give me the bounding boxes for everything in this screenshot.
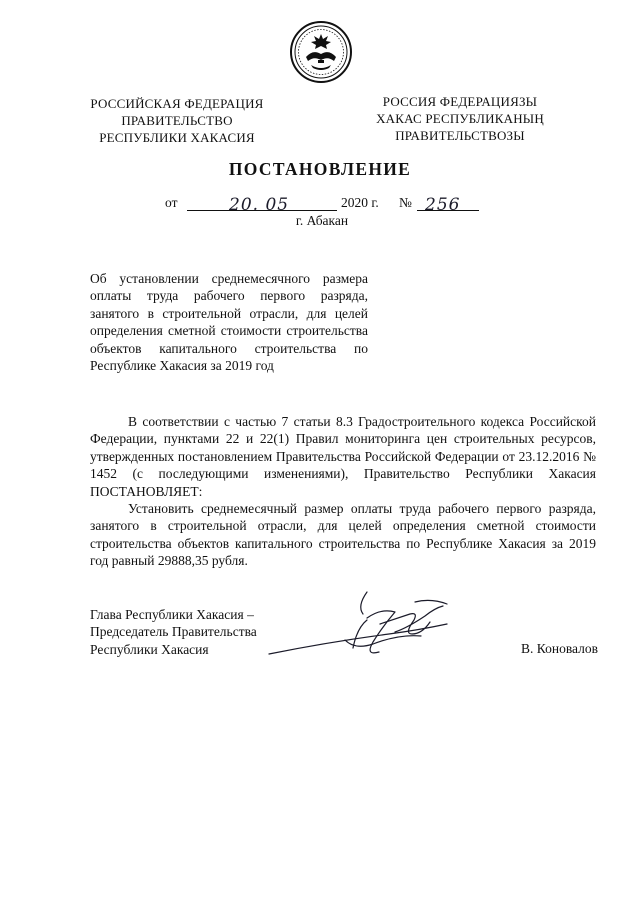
document-title: ПОСТАНОВЛЕНИЕ <box>228 159 412 179</box>
issuer-line-3: РЕСПУБЛИКИ ХАКАСИЯ <box>99 130 255 145</box>
handwritten-signature-icon <box>255 588 465 673</box>
date-number-line <box>165 195 485 215</box>
signatory-line-1: Глава Республики Хакасия – <box>90 607 254 622</box>
document-subject: Об установлении среднемесячного размера оплаты труда рабочего первого разряда, занятого в строительной отрасли, для целей определения сметной стоимости строительства объектов капитального строительства по Республике Хакасия за 2019 год <box>90 271 368 374</box>
year-label: 2020 г. <box>341 195 379 210</box>
signatory-line-2: Председатель Правительства <box>90 624 257 640</box>
issuer-khakas-line-3: ПРАВИТЕЛЬСТВОЗЫ <box>395 128 525 143</box>
issuer-line-1: РОССИЙСКАЯ ФЕДЕРАЦИЯ <box>90 96 264 111</box>
signatory-name: В. Коновалов <box>521 641 598 656</box>
number-underline <box>417 195 479 215</box>
handwritten-date: 20. 05 <box>229 195 290 215</box>
issuer-khakas-line-1: РОССИЯ ФЕДЕРАЦИЯЗЫ <box>382 94 538 109</box>
document-body <box>90 413 596 570</box>
number-sign: № <box>399 195 412 210</box>
issuer-line-2: ПРАВИТЕЛЬСТВО <box>121 113 233 128</box>
body-paragraph-1: В соответствии с частью 7 статьи 8.3 Градостроительного кодекса Российской Федерации, пунктами 22 и 22(1) Правил мониторинга цен строительных ресурсов, утвержденных постановлением Правительства Российской Федерации от 23.12.2016 № 1452 (с последующими изменениями), Правительство Республики Хакасия ПОСТАНОВЛЯЕТ: <box>90 414 596 499</box>
issuer-header-russian <box>82 95 272 146</box>
issuer-khakas-line-2: ХАКАС РЕСПУБЛИКАНЫҢ <box>376 111 544 126</box>
body-paragraph-2: Установить среднемесячный размер оплаты труда рабочего первого разряда, занятого в строительной отрасли, для целей определения сметной стоимости строительства объектов капитального строительства по Республике Хакасия за 2019 год равный 29888,35 рубля. <box>90 501 596 569</box>
coat-of-arms-icon <box>289 20 353 84</box>
signatory-line-3: Республики Хакасия <box>90 641 209 657</box>
date-prefix: от <box>165 195 178 210</box>
date-underline <box>187 195 337 215</box>
issuer-header-khakas <box>360 93 560 144</box>
handwritten-number: 256 <box>425 195 461 215</box>
city-label: г. Абакан <box>295 213 349 228</box>
